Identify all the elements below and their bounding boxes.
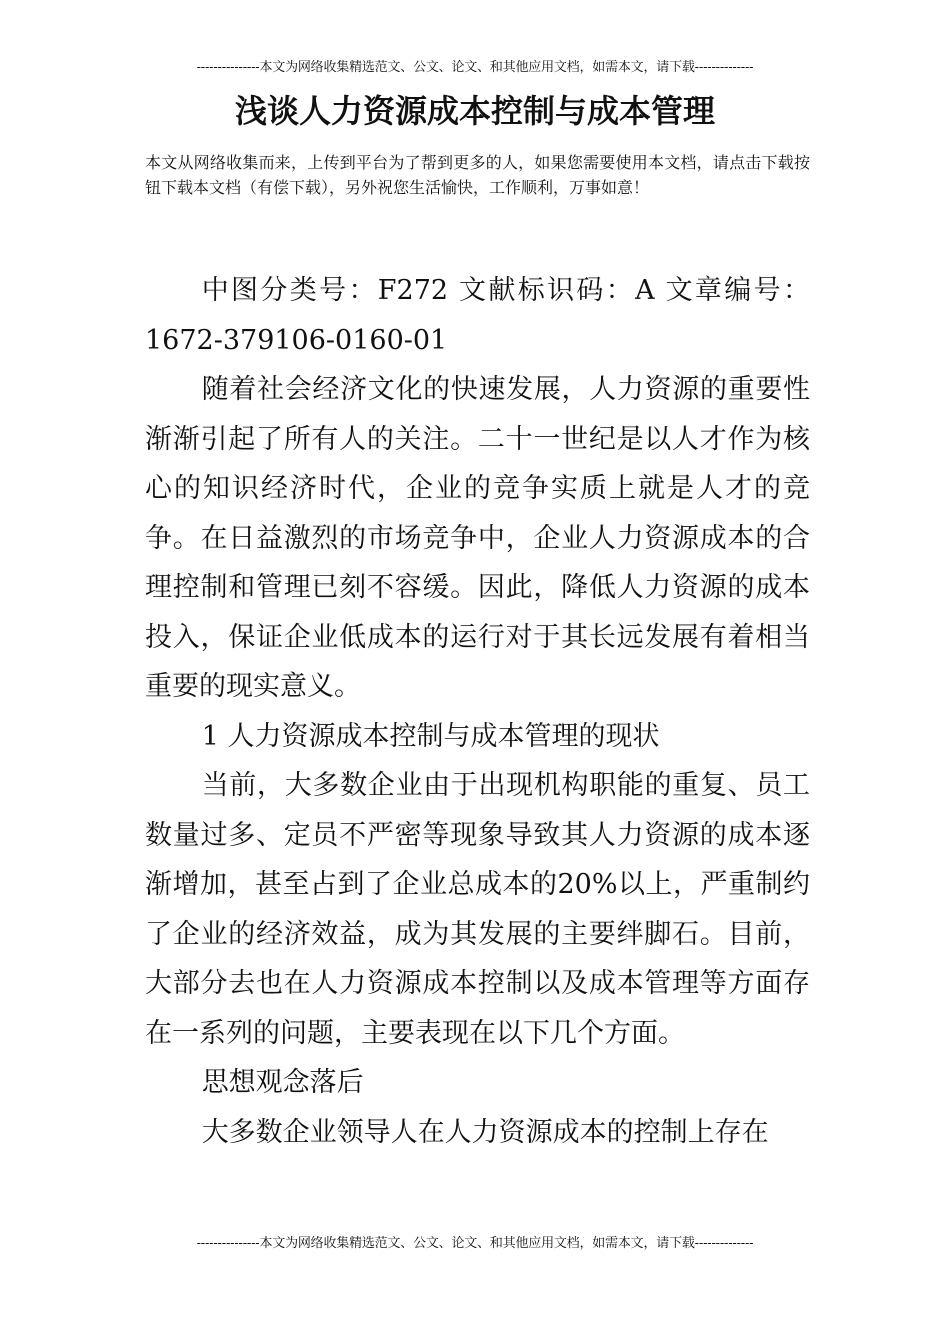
classification-line: 中图分类号：F272 文献标识码：A 文章编号：1672-379106-0160-01 (145, 275, 810, 356)
status-paragraph: 当前，大多数企业由于出现机构职能的重复、员工数量过多、定员不严密等现象导致其人力资源的成本逐渐增加，甚至占到了企业总成本的20%以上，严重制约了企业的经济效益，成为其发展的主要绊脚石。目前，大部分去也在人力资源成本控制以及成本管理等方面存在一系列的问题，主要表现在以下几个方面。 (145, 770, 810, 1049)
document-title: 浅谈人力资源成本控制与成本管理 (234, 92, 715, 130)
download-notice: 本文从网络收集而来，上传到平台为了帮到更多的人，如果您需要使用本文档，请点击下载按钮下载本文档（有偿下载），另外祝您生活愉快，工作顺利，万事如意！ (145, 153, 810, 197)
section-heading: 1 人力资源成本控制与成本管理的现状 (201, 720, 660, 752)
footer-banner: ---------------本文为网络收集精选范文、公文、论文、和其他应用文档，如需本文，请下载-------------- (196, 1236, 754, 1251)
header-banner: ---------------本文为网络收集精选范文、公文、论文、和其他应用文档，如需本文，请下载-------------- (196, 60, 754, 75)
partial-paragraph: 大多数企业领导人在人力资源成本的控制上存在 (201, 1116, 769, 1148)
document-body (145, 266, 810, 1157)
subsection-heading: 思想观念落后 (201, 1067, 364, 1098)
intro-paragraph: 随着社会经济文化的快速发展，人力资源的重要性渐渐引起了所有人的关注。二十一世纪是以人才作为核心的知识经济时代，企业的竞争实质上就是人才的竞争。在日益激烈的市场竞争中，企业人力资源成本的合理控制和管理已刻不容缓。因此，降低人力资源的成本投入，保证企业低成本的运行对于其长远发展有着相当重要的现实意义。 (145, 374, 810, 702)
